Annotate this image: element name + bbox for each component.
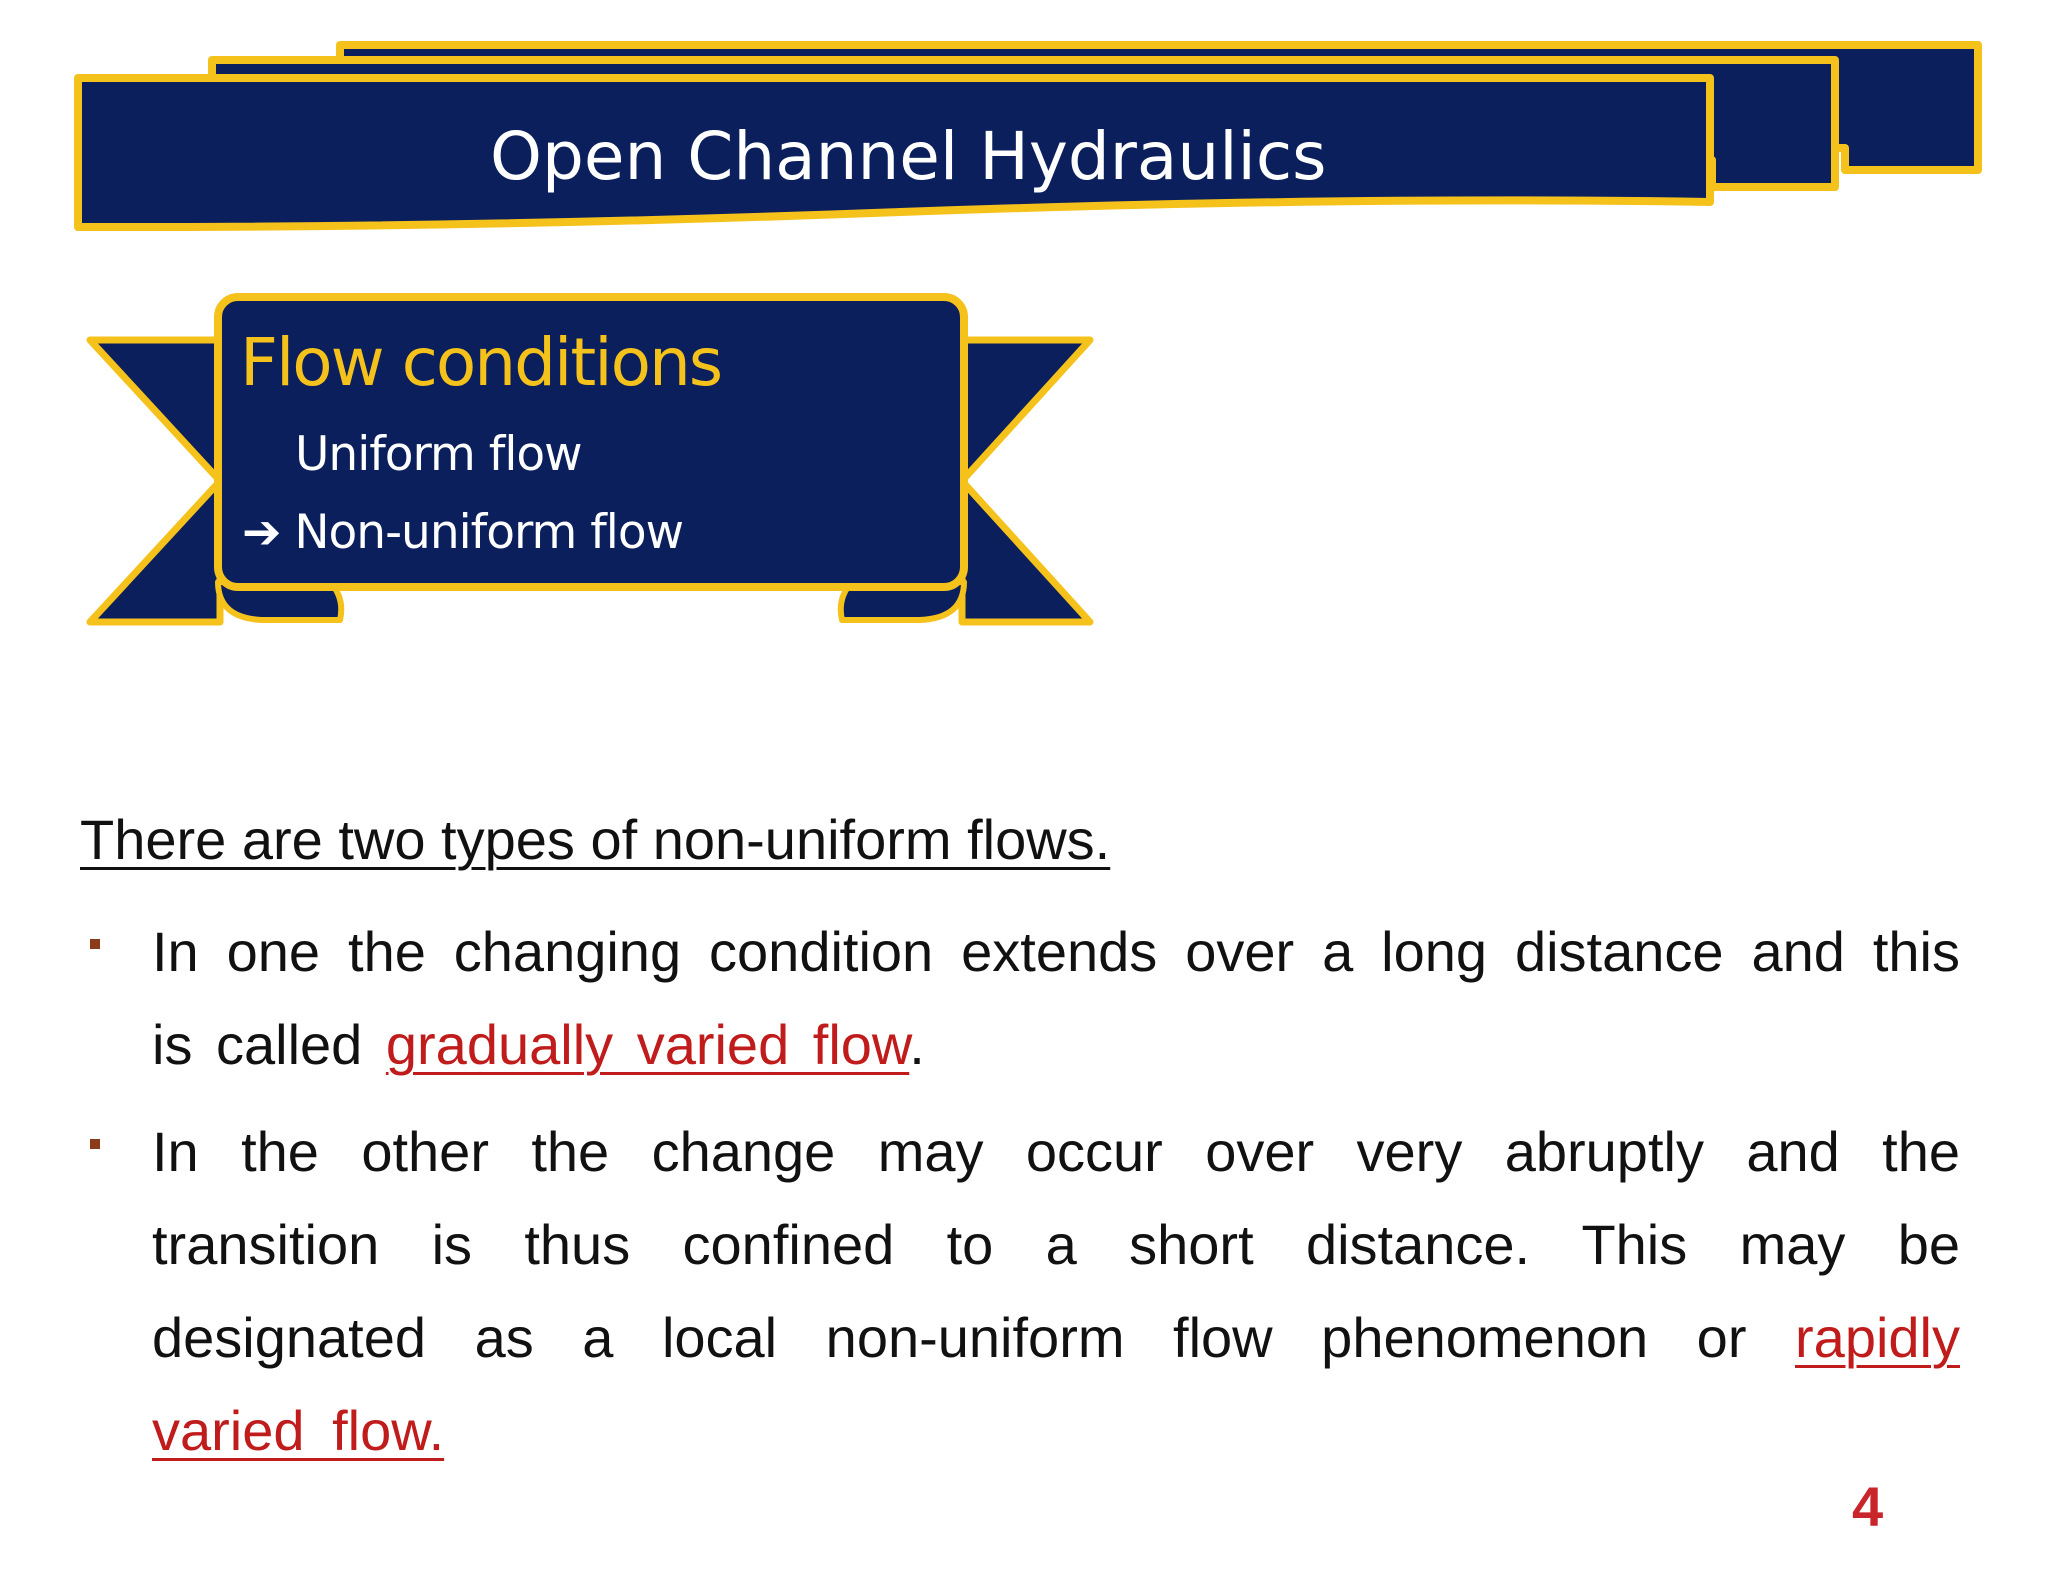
ribbon-left-tail <box>90 340 220 622</box>
lead-sentence: There are two types of non-uniform flows. <box>80 808 1111 871</box>
bullet-text <box>152 905 1960 1091</box>
bullet-text-plain: In one the changing condition extends over a long distance and this is called <box>152 920 1960 1076</box>
arrow-right-icon: ➔ <box>242 505 281 560</box>
bullet-item <box>80 1105 1960 1477</box>
term-gradually-varied-flow: gradually varied flow <box>385 1013 910 1076</box>
section-heading: Flow conditions <box>240 324 722 401</box>
ribbon-item-label: Uniform flow <box>295 427 582 482</box>
bullet-text-plain: . <box>909 1013 925 1076</box>
term-rapidly-varied-flow: rapidly varied flow. <box>152 1306 1960 1462</box>
ribbon-item-label: Non-uniform flow <box>294 505 684 560</box>
page-number: 4 <box>1852 1475 1884 1538</box>
page-title: Open Channel Hydraulics <box>490 118 1327 195</box>
ribbon-item-uniform-flow <box>295 425 582 485</box>
ribbon-item-non-uniform-flow <box>242 503 683 563</box>
bullet-item <box>80 905 1960 1091</box>
square-bullet-icon <box>90 1139 100 1149</box>
ribbon-right-tail <box>962 340 1090 622</box>
bullet-text <box>152 1105 1960 1477</box>
square-bullet-icon <box>90 939 100 949</box>
bullet-text-plain: In the other the change may occur over very abruptly and the transition is thus confined to a short distance. This may be designated as a local non-uniform flow phenomenon or <box>152 1120 1960 1369</box>
